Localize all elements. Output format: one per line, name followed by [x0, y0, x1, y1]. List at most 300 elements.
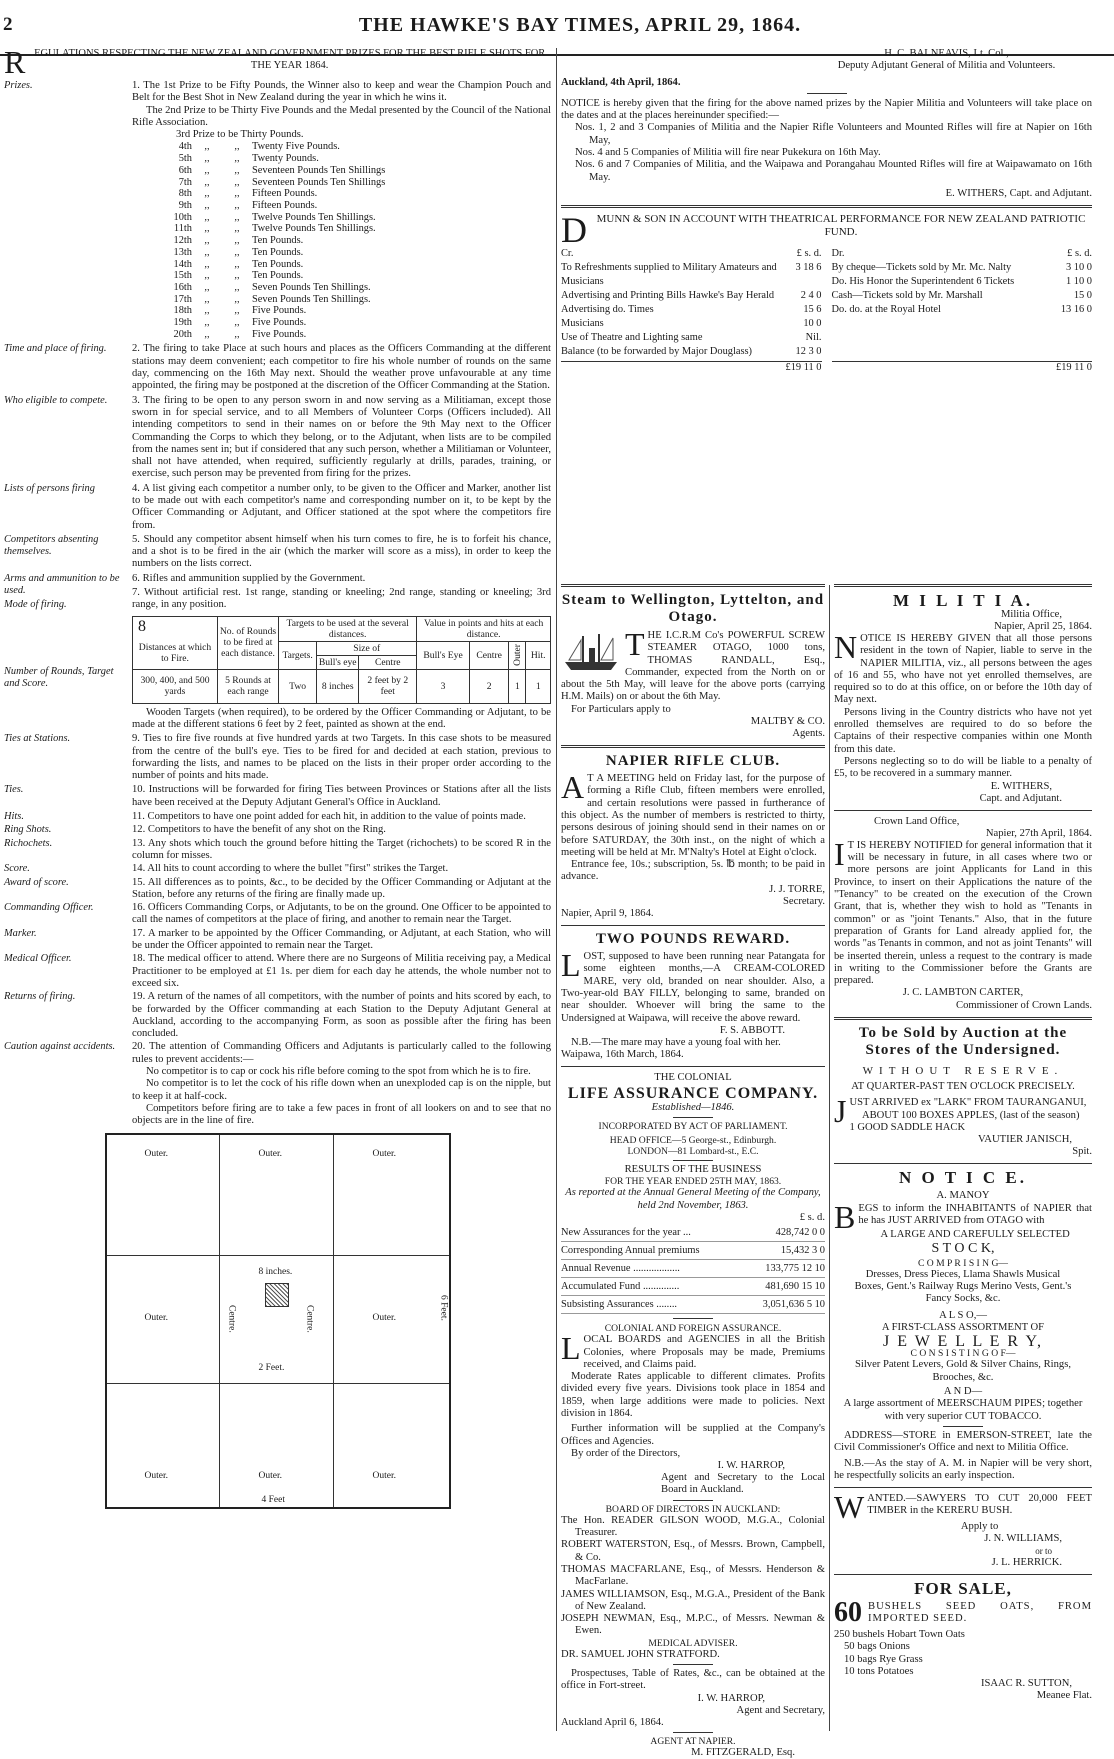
ad-text: Silver Patent Levers, Gold & Silver Chains, Rings, Brooches, &c.	[855, 1359, 1071, 1383]
ad-text: LONDON—81 Lombard-st., E.C.	[627, 1146, 759, 1158]
ad-text: A large assortment of MEERSCHAUM PIPES; together with very superior CUT TOBACCO.	[843, 1398, 1083, 1422]
account-item: To Refreshments supplied to Military Amateurs and Musicians	[561, 262, 777, 288]
drop-cap: W	[834, 1489, 865, 1526]
account-item: Use of Theatre and Lighting same	[561, 332, 703, 344]
signature-title: Capt. and Adjutant.	[979, 792, 1062, 804]
top-right-section	[561, 48, 1092, 570]
ditto-mark: ,,	[234, 211, 240, 223]
munn-title: MUNN & SON IN ACCOUNT WITH THEATRICAL PERFORMANCE FOR NEW ZEALAND PATRIOTIC FUND.	[596, 213, 1086, 238]
ad-text: C O N S I S T I N G O F—	[910, 1348, 1016, 1360]
ditto-mark: ,,	[204, 211, 210, 223]
results-label: Subsisting Assurances ........	[561, 1299, 678, 1311]
ad-text: A LARGE AND CAREFULLY SELECTED	[880, 1229, 1070, 1241]
para-20: 20. The attention of Commanding Officers and Adjutants is particularly called to the following rules to prevent accidents:—	[132, 1041, 551, 1065]
ditto-mark: ,,	[234, 164, 240, 176]
ad-title: TWO POUNDS REWARD.	[595, 931, 791, 948]
drop-cap: J	[834, 1093, 847, 1130]
ad-text: A FIRST-CLASS ASSORTMENT OF	[881, 1321, 1045, 1333]
signature-title: Agent and Secretary to the Local Board in Auckland.	[661, 1472, 825, 1496]
ditto-mark: ,,	[204, 317, 210, 329]
account-item: Advertising and Printing Bills Hawke's Bay Herald	[561, 290, 775, 302]
signature-title: Agents.	[792, 728, 825, 740]
notice-para: NOTICE is hereby given that the firing for the above named prizes by the Napier Militia and Volunteers will take place on the dates and at the places hereinunder specified:—	[561, 97, 1092, 122]
ad-text: BOARD OF DIRECTORS IN AUCKLAND:	[605, 1503, 781, 1515]
side-label: Who eligible to compete.	[4, 394, 108, 406]
side-label: Prizes.	[4, 80, 33, 91]
account-item: Do. His Honor the Superintendent 6 Tickets	[831, 276, 1015, 288]
signature: J. N. WILLIAMS,	[984, 1533, 1062, 1545]
diagram-label: Outer.	[372, 1313, 396, 1324]
ad-title: To be Sold by Auction at the Stores of the Undersigned.	[858, 1024, 1068, 1058]
ad-text: AT QUARTER-PAST TEN O'CLOCK PRECISELY.	[851, 1081, 1075, 1093]
director: JAMES WILLIAMSON, Esq., M.G.A., President of the Bank of New Zealand.	[561, 1588, 825, 1612]
ditto-mark: ,,	[204, 164, 210, 176]
ditto-mark: ,,	[234, 235, 240, 247]
signature-title: Commissioner of Crown Lands.	[956, 999, 1092, 1011]
ad-text: Dresses, Dress Pieces, Llama Shawls Musical Boxes, Gent.'s Railway Rugs Merino Vests, Gent.'s Fancy Socks, &c.	[854, 1268, 1072, 1305]
ad-text: J E W E L L E R Y,	[883, 1333, 1043, 1351]
section-19	[4, 991, 551, 1040]
prize-amount: Ten Pounds.	[252, 235, 304, 247]
rule	[834, 1487, 1092, 1488]
ditto-mark: ,,	[234, 281, 240, 293]
ditto-mark: ,,	[204, 153, 210, 165]
ditto-mark: ,,	[204, 281, 210, 293]
section-9	[4, 733, 551, 782]
prize-row	[132, 165, 551, 177]
prize-amount: Five Pounds.	[252, 305, 307, 317]
column-divider	[829, 585, 830, 1731]
ad-text: DR. SAMUEL JOHN STRATFORD.	[561, 1648, 720, 1660]
ad-text: COLONIAL AND FOREIGN ASSURANCE.	[604, 1323, 782, 1335]
ditto-mark: ,,	[234, 258, 240, 270]
regulations-heading	[4, 44, 551, 80]
account-row	[561, 345, 822, 359]
section-14	[4, 863, 551, 875]
auction-ad	[834, 1093, 1092, 1158]
para-15: 15. All differences as to points, &c., to be decided by the Officer Commanding or Adjutant at the Station, before any returns of the firing are finally made up.	[132, 876, 551, 900]
prize-row	[132, 329, 551, 341]
section-4	[4, 483, 551, 532]
rule	[834, 1574, 1092, 1575]
bulls-eye	[265, 1283, 289, 1307]
target-diagram	[105, 1133, 451, 1509]
ad-text: Prospectuses, Table of Rates, &c., can be obtained at the office in Fort-street.	[561, 1668, 825, 1692]
side-label: Mode of firing.	[4, 599, 67, 611]
signature: J. C. LAMBTON CARTER,	[902, 987, 1024, 999]
ditto-mark: ,,	[204, 188, 210, 200]
side-label: Richochets.	[4, 837, 53, 849]
steamer-ad	[561, 626, 825, 740]
table-cell: 1	[509, 669, 526, 703]
para-1c: 3rd Prize to be Thirty Pounds.	[176, 129, 304, 141]
rule	[561, 584, 825, 587]
notice-item: Nos. 4 and 5 Companies of Militia will fire near Pukekura on 16th May.	[575, 147, 881, 159]
signature-title: Meanee Flat.	[1036, 1690, 1092, 1702]
para-13: 13. Any shots which touch the ground before hitting the Target (richochets) to be scored R in the column for misses.	[132, 837, 551, 861]
account-rows	[832, 261, 1093, 317]
diagram-label: Outer.	[144, 1471, 168, 1482]
account-amount: 12 3 0	[795, 346, 822, 358]
section-7	[4, 587, 551, 612]
prizes-section	[4, 80, 551, 340]
ditto-mark: ,,	[204, 328, 210, 340]
ad-text: A L S O,—	[939, 1309, 987, 1321]
table-header: No. of Rounds to be fired at each distance.	[218, 616, 279, 669]
drop-cap: A	[561, 769, 585, 806]
section-10	[4, 784, 551, 809]
table-header: Centre	[469, 641, 509, 669]
ditto-mark: ,,	[234, 293, 240, 305]
ditto-mark: ,,	[234, 153, 240, 165]
section-18	[4, 953, 551, 990]
rule	[834, 810, 1092, 811]
account-amount: 15 6	[803, 304, 822, 316]
regulations-title: EGULATIONS RESPECTING THE NEW ZEALAND GOVERNMENT PRIZES FOR THE BEST RIFLE SHOTS FOR THE YEAR 1864.	[34, 48, 546, 71]
ad-text: Persons neglecting so to do will be liable to a penalty of £5, to be recovered in a summary manner.	[834, 755, 1092, 780]
para-1: 1. The 1st Prize to be Fifty Pounds, the Winner also to keep and wear the Champion Pouch and Belt for the Best Shot in New Zealand during the year in which he wins it.	[132, 80, 551, 104]
account-row	[561, 303, 822, 317]
section-17	[4, 928, 551, 953]
ditto-mark: ,,	[234, 270, 240, 282]
notice-item: Nos. 6 and 7 Companies of Militia, and the Waipawa and Porangahau Mounted Rifles will fire at Waipawamato on 16th May.	[575, 159, 1092, 183]
sale-ad	[834, 1597, 1092, 1629]
prize-ordinal: 4th	[178, 141, 192, 153]
ditto-mark: ,,	[234, 317, 240, 329]
ad-text: Persons living in the Country districts who have not yet enrolled themselves are required to do so before the Captains of their respective companies within one Month from this date.	[834, 706, 1092, 755]
para-3: 3. The firing to be open to any person sworn in and now serving as a Militiaman, except those sworn in for special service, and to all Members of Volunteer Corps (Officers included). All intending competitors to send in their names on or before the 9th May next to the Officer Commanding the Corps to which they belong, or to the Adjutant, when lists are to be compiled from the names sent in; but if considered that any such person, whether a Militiaman or Volunteer, shall not have attended, when required, sufficiently regularly at drills, parades, training, or exercise, such person may be prevented from firing for the prizes.	[132, 394, 551, 480]
para-2: 2. The firing to take Place at such hours and places as the Officers Commanding at the different stations may deem convenient; each competitor to fire his whole number of rounds on the same day, commencing on the 16th May next. Should the weather prove unfavourable at any time appointed, the firing may be postponed at the discretion of the Officer Commanding at the Station.	[132, 343, 551, 392]
account-item: By cheque—Tickets sold by Mr. Mc. Nalty	[831, 262, 1012, 274]
life-assurance-ad	[561, 1072, 825, 1759]
date-line: Napier, 27th April, 1864.	[985, 827, 1092, 839]
ad-body: T IS HEREBY NOTIFIED for general information that it will be necessary in future, in all cases where two or more persons are joint Applicants for Land in this Province, to insert on their Applications the nature of the "Tenancy" to be created on the execution of the Crown Grant, that is, whether they wish to hold as "Tenants in common" or as "joint Tenants." Also, that in the future preparation of Grants for Land already applied for, the words "as Tenants in common, and not as joint Tenants" will be inserted therein, unless a request to the contrary is made in writing to the Commissioner before the Grants are prepared.	[834, 839, 1092, 987]
diagram-line	[107, 1255, 449, 1256]
prize-row	[132, 223, 551, 235]
prize-amount: Twelve Pounds Ten Shillings.	[252, 223, 376, 235]
side-label: Hits.	[4, 811, 24, 823]
prize-ordinal: 12th	[173, 235, 192, 247]
ad-text: or to	[1035, 1546, 1052, 1557]
prize-amount: Ten Pounds.	[252, 270, 304, 282]
ad-title: Steam to Wellington, Lyttelton, and Otago.	[561, 592, 825, 625]
side-label: Lists of persons firing	[4, 482, 95, 494]
para-16: 16. Officers Commanding Corps, or Adjutants, to be on the ground. One Officer to be appointed to call the names of competitors at the place of firing, and another to remain near the Target.	[132, 902, 551, 926]
results-row	[561, 1224, 825, 1242]
diagram-label: 8 inches.	[258, 1267, 293, 1278]
results-row	[561, 1296, 825, 1314]
signature: I. W. HARROP,	[697, 1692, 765, 1704]
prize-amount: Ten Pounds.	[252, 246, 304, 258]
para-19: 19. A return of the names of all competitors, with the number of points and hits scored by each, to be forwarded by the Officer commanding at each Station to the Deputy Adjutant General at Auckland, according to the accompanying Form, as soon as possible after the firing has been concluded.	[132, 991, 551, 1040]
prize-row	[132, 141, 551, 153]
account-debit	[832, 247, 1093, 359]
ad-text: Crown Land Office,	[874, 815, 960, 827]
account-label: £ s. d.	[796, 248, 822, 260]
director: ROBERT WATERSTON, Esq., of Messrs. Brown, Campbell, & Co.	[561, 1539, 825, 1563]
drop-cap: R	[4, 44, 26, 80]
diagram-label: Outer.	[372, 1471, 396, 1482]
date-line: Auckland April 6, 1864.	[561, 1716, 664, 1728]
table-header: Value in points and hits at each distance.	[417, 616, 551, 641]
reward-ad	[561, 947, 825, 1061]
table-cell: 8 inches	[317, 669, 359, 703]
side-label: Caution against accidents.	[4, 1041, 116, 1053]
prize-list	[132, 141, 551, 340]
para-17: 17. A marker to be appointed by the Officer Commanding, or Adjutant, at each Station, who will be under the Officer appointed to remain near the Target.	[132, 927, 551, 952]
signature: J. J. TORRE,	[769, 883, 825, 895]
para-20b: No competitor is to cap or cock his rifle before coming to the spot from which he is to fire.	[146, 1065, 531, 1077]
results-label: New Assurances for the year ...	[561, 1227, 691, 1239]
para-20d: Competitors before firing are to take a few paces in front of all lookers on and to see that no objects are in the line of fire.	[132, 1102, 551, 1127]
signature: MALTBY & CO.	[750, 716, 825, 728]
rule	[673, 1160, 713, 1161]
section-16	[4, 902, 551, 927]
side-label: Ties.	[4, 784, 24, 796]
drop-cap: T	[625, 626, 645, 662]
results-value: 15,432 3 0	[780, 1245, 825, 1257]
ad-title: N O T I C E.	[899, 1168, 1027, 1188]
director: The Hon. READER GILSON WOOD, M.G.A., Colonial Treasurer.	[561, 1514, 825, 1539]
table-cell: 300, 400, and 500 yards	[133, 669, 218, 703]
account-row	[832, 261, 1093, 275]
rule	[807, 93, 847, 94]
steamship-icon	[561, 630, 621, 674]
side-label: Ring Shots.	[4, 824, 52, 836]
rule	[673, 1500, 713, 1501]
account-amount: Nil.	[805, 332, 822, 344]
ditto-mark: ,,	[234, 223, 240, 235]
ad-text: Militia Office,	[1001, 609, 1062, 620]
ditto-mark: ,,	[204, 200, 210, 211]
date-line: Auckland, 4th April, 1864.	[561, 76, 681, 88]
signature: H. C. BALNEAVIS, Lt. Col.,	[884, 48, 1009, 59]
account-label: £ s. d.	[1067, 248, 1092, 260]
table-header: Bull's eye	[317, 655, 359, 669]
ad-text: For Particulars apply to	[571, 703, 671, 715]
ditto-mark: ,,	[204, 305, 210, 317]
ad-body: OST, supposed to have been running near Patangata for some eighteen months,—A CREAM-COLORED MARE, very old, branded on near shoulder. Also, a Two-year-old BAY FILLY, belonging to same, branded on near shoulder. Whoever will bring the same to the Undersigned at Waipawa, will receive the above reward.	[561, 951, 825, 1024]
prize-amount: Five Pounds.	[252, 317, 307, 329]
ditto-mark: ,,	[234, 305, 240, 317]
para-20c: No competitor is to let the cock of his rifle down when an unexploded cap is on the nipple, but to keep it at half-cock.	[132, 1078, 551, 1102]
results-label: Accumulated Fund ..............	[561, 1281, 680, 1293]
ditto-mark: ,,	[204, 235, 210, 247]
signature-title: Secretary.	[783, 895, 825, 907]
account-amount: 10 0	[803, 318, 822, 330]
ad-text: INCORPORATED BY ACT OF PARLIAMENT.	[598, 1121, 788, 1133]
ad-title: M I L I T I A.	[892, 591, 1034, 610]
ad-body: HE I.C.R.M Co's POWERFUL SCREW STEAMER OTAGO, 1000 tons, THOMAS RANDALL, Esq., Commander, expected from the North on or about the 5th May, will leave for the above ports (carrying H.M. Mails) on or about the 6th May.	[561, 630, 825, 703]
notice-item: Nos. 1, 2 and 3 Companies of Militia and the Napier Rifle Volunteers and Mounted Rifles will fire at Napier on 16th May,	[575, 122, 1092, 146]
rule	[673, 1318, 713, 1319]
signature-title: Deputy Adjutant General of Militia and Volunteers.	[837, 60, 1056, 72]
ad-text: By order of the Directors,	[571, 1447, 681, 1459]
side-label: Returns of firing.	[4, 991, 76, 1003]
page-header	[0, 14, 1114, 44]
prize-amount: Seven Pounds Ten Shillings.	[252, 293, 371, 305]
table-cell: 5 Rounds at each range	[218, 669, 279, 703]
signature-title: Agent and Secretary,	[736, 1704, 825, 1716]
ad-body: OTICE IS HEREBY GIVEN that all those persons resident in the town of Napier, liable to serve in the NAPIER MILITIA, viz., all persons between the ages of 16 and 55, who have not yet enrolled themselves, are required so to do at this office, on or before the 10th day of May next.	[834, 633, 1092, 706]
sale-item: 10 bags Rye Grass	[844, 1653, 923, 1665]
prize-row	[132, 212, 551, 224]
account-amount: 15 0	[1073, 290, 1092, 302]
prize-amount: Ten Pounds.	[252, 258, 304, 270]
ad-text: RESULTS OF THE BUSINESS	[624, 1164, 762, 1176]
account-row	[561, 289, 822, 303]
ad-text: 1 GOOD SADDLE HACK	[849, 1121, 966, 1133]
signature: ISAAC R. SUTTON,	[980, 1678, 1072, 1690]
diagram-label: Outer.	[372, 1149, 396, 1160]
director: JOSEPH NEWMAN, Esq., M.P.C., of Messrs. Newman & Ewen.	[561, 1613, 825, 1637]
account-amount: 3 18 6	[795, 262, 822, 274]
table-cell: 2	[469, 669, 509, 703]
para-4: 4. A list giving each competitor a number only, to be given to the Officer and Marker, another list to be made out with each competitor's name and corresponding number on it, to be kept by the Officer Commanding or Adjutant, and Officer stationed at the spot where the competitors fire from.	[132, 482, 551, 531]
prize-row	[132, 294, 551, 306]
prize-ordinal: 19th	[173, 317, 192, 329]
diagram-line	[107, 1383, 449, 1384]
prize-ordinal: 7th	[178, 176, 192, 188]
ditto-mark: ,,	[234, 200, 240, 211]
prize-ordinal: 16th	[173, 281, 192, 293]
ad-body: OCAL BOARDS and AGENCIES in all the British Colonies, where Proposals may be made, Premiums received, and Claims paid.	[583, 1334, 825, 1370]
signature: I. W. HARROP,	[717, 1460, 785, 1472]
ditto-mark: ,,	[204, 293, 210, 305]
ad-text: ADDRESS—STORE in EMERSON-STREET, late the Civil Commissioner's Office and next to Militia Office.	[834, 1429, 1092, 1454]
para-18: 18. The medical officer to attend. Where there are no Surgeons of Militia receiving pay, a Medical Practitioner to be employed at £1 1s. per diem for each day he attends, the whole number not to exceed six.	[132, 953, 551, 989]
diagram-label: Outer.	[144, 1149, 168, 1160]
side-label: Competitors absenting themselves.	[4, 533, 99, 557]
prize-row	[132, 200, 551, 212]
section-12	[4, 824, 551, 836]
rule	[561, 1066, 825, 1067]
table-header: Bull's Eye	[417, 641, 470, 669]
ditto-mark: ,,	[204, 246, 210, 258]
account-item: Musicians	[561, 318, 604, 330]
section-6	[4, 572, 551, 596]
account-row	[561, 331, 822, 345]
table-header: Targets.	[279, 641, 317, 669]
table-cell: 2 feet by 2 feet	[359, 669, 417, 703]
para-5: 5. Should any competitor absent himself when his turn comes to fire, he is to forfeit his chance, and a shot is to be fired in the air (which the marker will score as a miss), in order to keep the numbers on the lists correct.	[132, 533, 551, 570]
prize-row	[132, 259, 551, 271]
side-label: Ties at Stations.	[4, 733, 71, 745]
table-header: Targets to be used at the several distances.	[279, 616, 417, 641]
account-item: Do. do. at the Royal Hotel	[831, 304, 941, 316]
prize-ordinal: 5th	[178, 153, 192, 165]
ad-text: WITHOUT RESERVE.	[862, 1064, 1064, 1077]
side-label: Arms and ammunition to be used.	[4, 572, 120, 596]
account-total: £19 11 0	[832, 361, 1093, 373]
rifle-club-ad	[561, 769, 825, 920]
para-1b: The 2nd Prize to be Thirty Five Pounds and the Medal presented by the Council of the National Rifle Association.	[132, 104, 551, 128]
ad-title: FOR SALE,	[914, 1579, 1012, 1599]
drop-cap: L	[561, 947, 581, 984]
right-column	[834, 584, 1092, 1731]
ad-body: ANTED.—SAWYERS TO CUT 20,000 FEET TIMBER in the KERERU BUSH.	[867, 1493, 1092, 1517]
account-label: Cr.	[561, 248, 574, 260]
ad-title: NAPIER RIFLE CLUB.	[605, 753, 781, 770]
ad-text: Entrance fee, 10s.; subscription, 5s. ℔ month; to be paid in advance.	[561, 859, 825, 883]
results-label: Corresponding Annual premiums	[561, 1245, 700, 1257]
ditto-mark: ,,	[204, 223, 210, 235]
results-value: 133,775 12 10	[765, 1263, 825, 1275]
sale-number: 60	[834, 1597, 862, 1629]
ditto-mark: ,,	[204, 258, 210, 270]
account-rows	[561, 261, 822, 359]
results-row	[561, 1242, 825, 1260]
side-label: Number of Rounds, Target and Score.	[4, 665, 114, 689]
rule	[561, 745, 825, 748]
prize-ordinal: 9th	[178, 200, 192, 211]
ad-body: BUSHELS SEED OATS, FROM IMPORTED SEED.	[868, 1600, 1092, 1625]
account-row	[832, 275, 1093, 289]
masthead: THE HAWKE'S BAY TIMES, APRIL 29, 1864.	[358, 14, 802, 36]
side-label: Marker.	[4, 927, 37, 939]
diagram-label: 4 Feet	[261, 1495, 285, 1506]
prize-row	[132, 270, 551, 282]
diagram-line	[333, 1135, 334, 1507]
prize-ordinal: 18th	[173, 305, 192, 317]
results-value: 3,051,636 5 10	[762, 1299, 825, 1311]
table-header: Size of	[317, 641, 417, 655]
section-11	[4, 811, 551, 823]
ad-text: S T O C K,	[931, 1241, 995, 1257]
prize-row	[132, 317, 551, 329]
section-13	[4, 838, 551, 863]
account-row	[561, 261, 822, 289]
account-item: Advertising do. Times	[561, 304, 654, 316]
director: THOMAS MACFARLANE, Esq., of Messrs. Henderson & MacFarlane.	[561, 1563, 825, 1588]
table-header: Hit.	[526, 641, 551, 669]
prize-row	[132, 247, 551, 259]
prize-amount: Seven Pounds Ten Shillings.	[252, 281, 371, 293]
rule	[561, 925, 825, 926]
ditto-mark: ,,	[234, 328, 240, 340]
account-amount: 1 10 0	[1066, 276, 1092, 288]
table-cell: 3	[417, 669, 470, 703]
prize-row	[132, 305, 551, 317]
sale-item: 250 bushels Hobart Town Oats	[834, 1629, 965, 1641]
drop-cap: I	[834, 835, 845, 872]
section-2	[4, 343, 551, 392]
ad-text: A. MANOY	[936, 1190, 990, 1202]
prize-amount: Five Pounds.	[252, 328, 307, 340]
prize-ordinal: 6th	[178, 164, 192, 176]
side-label: Time and place of firing.	[4, 343, 107, 355]
section-5	[4, 534, 551, 571]
account-total: £19 11 0	[561, 361, 822, 373]
prize-row	[132, 282, 551, 294]
rule	[673, 1732, 713, 1733]
table-number: 8	[138, 617, 146, 635]
signature: F. S. ABBOTT.	[719, 1024, 785, 1036]
ad-body: UST ARRIVED ex "LARK" FROM TAURANGANUI,	[849, 1097, 1087, 1109]
prize-ordinal: 14th	[173, 258, 192, 270]
sale-item: 50 bags Onions	[844, 1641, 910, 1653]
rule	[673, 1117, 713, 1118]
ad-text: AGENT AT NAPIER.	[650, 1735, 736, 1747]
munn-account	[561, 210, 1092, 374]
date-line: Napier, April 9, 1864.	[561, 907, 654, 919]
ad-text: ABOUT 100 BOXES APPLES, (last of the season)	[861, 1109, 1080, 1121]
prize-amount: Twelve Pounds Ten Shillings.	[252, 211, 376, 223]
account-row	[561, 317, 822, 331]
section-15	[4, 877, 551, 902]
account-row	[832, 303, 1093, 317]
regulations-column	[4, 44, 551, 1731]
